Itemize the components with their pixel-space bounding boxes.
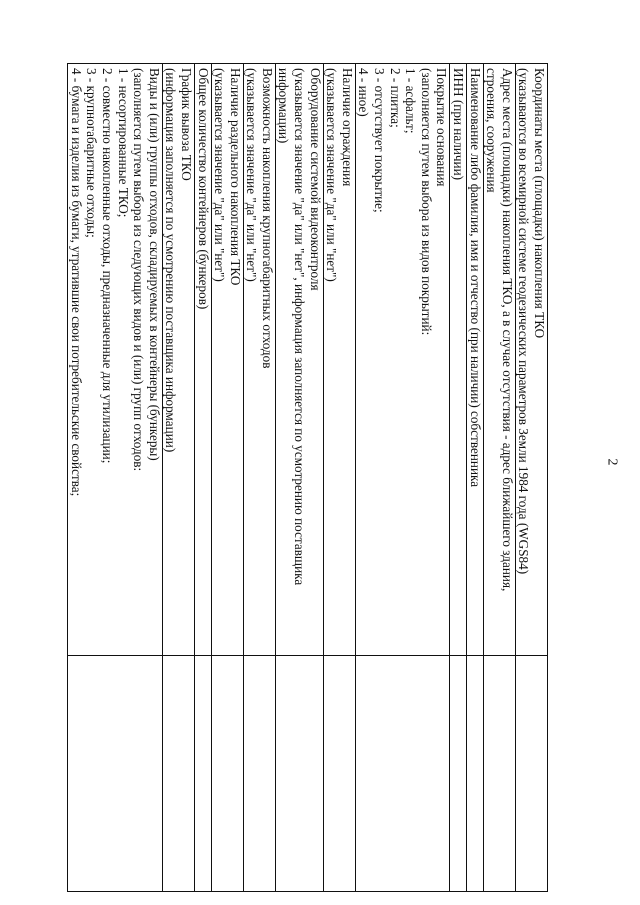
form-row (483, 64, 515, 892)
form-row (323, 64, 355, 892)
row-label-line: Наличие раздельного накопления ТКО (227, 68, 243, 286)
row-label-line: (указываются во всемирной системе геодезических параметров Земли 1984 года (WGS84) (516, 68, 532, 575)
row-label (211, 64, 243, 656)
row-label (194, 64, 211, 656)
form-row (515, 64, 547, 892)
row-value-cell[interactable] (68, 656, 163, 892)
form-row (243, 64, 275, 892)
row-value-cell[interactable] (211, 656, 243, 892)
row-label-line: Наименование либо фамилия, имя и отчество (при наличии) собственника (467, 68, 483, 488)
row-label-line: (указывается значение "да" или "нет") (324, 68, 340, 282)
row-value-cell[interactable] (323, 656, 355, 892)
row-label-line: 2 - плитка; (387, 68, 403, 128)
row-label-line: 1 - несортированные ТКО; (115, 68, 131, 218)
row-label-line: (указывается значение "да" или "нет") (212, 68, 228, 282)
form-row (450, 64, 467, 892)
row-value-cell[interactable] (275, 656, 323, 892)
row-label-line: (информация заполняется по усмотрению поставщика информации) (163, 68, 179, 453)
row-label-line: Оборудование системой видеоконтроля (307, 68, 323, 291)
row-label-line: Возможность накопления крупногабаритных отходов (259, 68, 275, 369)
row-value-cell[interactable] (515, 656, 547, 892)
row-label-line: 4 - иное) (356, 68, 372, 117)
row-label (483, 64, 515, 656)
form-row (467, 64, 484, 892)
row-value-cell[interactable] (483, 656, 515, 892)
row-label-line: информации) (276, 68, 292, 144)
row-label-line: (заполняется путем выбора из следующих видов и (или) групп отходов: (131, 68, 147, 472)
row-value-cell[interactable] (194, 656, 211, 892)
row-label-line: Адрес места (площадки) накопления ТКО, а в случае отсутствия - адрес ближайшего здания, (499, 68, 515, 592)
waste-site-form-table (67, 63, 548, 892)
row-label-line: Покрытие основания (434, 68, 450, 187)
row-label-line: Координаты места (площадки) накопления ТКО (532, 68, 547, 339)
form-row (355, 64, 450, 892)
row-label-line: 3 - крупногабаритные отходы; (84, 68, 100, 238)
row-label-line: Виды и (или) группы отходов, складируемых в контейнеры (бункеры) (146, 68, 162, 461)
row-label-line: 2 - совместно накопленные отходы, предназначенные для утилизации; (99, 68, 115, 464)
row-value-cell[interactable] (243, 656, 275, 892)
row-value-cell[interactable] (355, 656, 450, 892)
row-label-line: 1 - асфальт; (403, 68, 419, 134)
row-label-line: 4 - бумага и изделия из бумаги, утратившие свои потребительские свойства; (68, 68, 84, 497)
row-label-line: Наличие ограждения (339, 68, 355, 187)
row-label (355, 64, 450, 656)
form-row (194, 64, 211, 892)
row-label (275, 64, 323, 656)
page-number: 2 (604, 458, 620, 466)
row-label (467, 64, 484, 656)
row-label-line: Общее количество контейнеров (бункеров) (195, 68, 211, 310)
row-label-line: (указывается значение "да" или "нет") (244, 68, 260, 282)
form-row (162, 64, 194, 892)
form-row (68, 64, 163, 892)
row-label-line: (указывается значение "да" или "нет", информация заполняется по усмотрению поставщика (292, 68, 308, 586)
row-label-line: ИНН (при наличии) (451, 68, 467, 181)
form-row (211, 64, 243, 892)
row-value-cell[interactable] (162, 656, 194, 892)
row-label (450, 64, 467, 656)
row-label (323, 64, 355, 656)
row-label (162, 64, 194, 656)
row-label-line: 3 - отсутствует покрытие; (372, 68, 388, 213)
row-value-cell[interactable] (450, 656, 467, 892)
rotated-page-content (68, 63, 548, 873)
row-label-line: (заполняется путем выбора из видов покрытий: (418, 68, 434, 336)
row-label-line: строения, сооружения (484, 68, 500, 193)
row-label (243, 64, 275, 656)
row-label-line: График вывоза ТКО (178, 68, 194, 181)
row-label (515, 64, 547, 656)
row-value-cell[interactable] (467, 656, 484, 892)
row-label (68, 64, 163, 656)
form-row (275, 64, 323, 892)
